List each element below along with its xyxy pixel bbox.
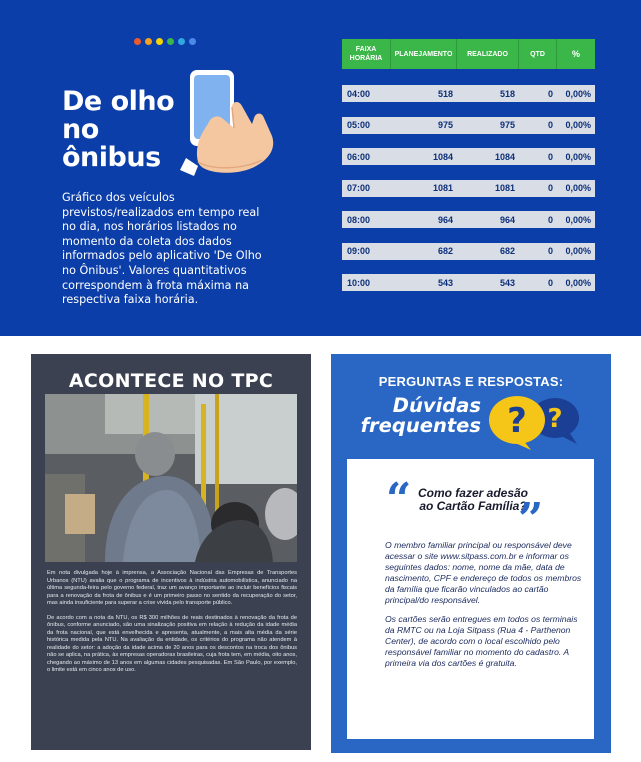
bus-passengers-photo: [45, 394, 297, 562]
question-bubbles-icon: [485, 392, 585, 452]
cell-qty: 0: [547, 120, 553, 130]
header-planned: PLANEJAMENTO: [391, 39, 457, 69]
cell-planned: 1081: [432, 183, 453, 193]
cell-percent: 0,00%: [565, 246, 591, 256]
cell-planned: 964: [437, 214, 453, 225]
cell-hour: 09:00: [347, 246, 371, 256]
dot-cyan: [178, 38, 185, 45]
table-row: [342, 148, 595, 165]
faq-answer-paragraph: Os cartões serão entregues em todos os terminais da RMTC ou na Loja Sitpass (Rua 4 - Parthenon Center), de acordo com o local escolhido pelo responsável familiar no momento do cadastro. A primeira via dos cartões é gratuita.: [385, 614, 578, 668]
svg-text:?: ?: [547, 404, 563, 434]
dot-orange: [134, 38, 141, 45]
faq-title-line2: frequentes: [360, 414, 481, 437]
cell-percent: 0,00%: [565, 214, 591, 225]
header-hour: FAIXA HORÁRIA: [342, 39, 391, 69]
cell-qty: 0: [547, 277, 553, 288]
header-percent: %: [557, 39, 595, 69]
cell-percent: 0,00%: [565, 183, 591, 193]
news-card: [31, 354, 311, 750]
cell-realized: 1081: [494, 183, 515, 193]
cell-qty: 0: [547, 88, 553, 99]
cell-hour: 04:00: [347, 88, 371, 99]
close-quote-icon: ”: [518, 494, 544, 545]
cell-qty: 0: [547, 183, 553, 193]
open-quote-icon: “: [386, 474, 412, 525]
table-row: [342, 180, 595, 197]
cell-hour: 06:00: [347, 151, 371, 162]
dot-yellow: [156, 38, 163, 45]
cell-percent: 0,00%: [565, 151, 591, 162]
faq-question: Como fazer adesão ao Cartão Família?: [417, 486, 529, 513]
dot-blue: [189, 38, 196, 45]
cell-hour: 10:00: [347, 277, 371, 288]
faq-title: [331, 396, 481, 436]
table-row: [342, 274, 595, 291]
table-row: [342, 85, 595, 102]
cell-planned: 975: [437, 120, 453, 130]
color-dots: [134, 38, 196, 45]
cell-realized: 682: [499, 246, 515, 256]
cell-percent: 0,00%: [565, 88, 591, 99]
dot-amber: [145, 38, 152, 45]
cell-hour: 05:00: [347, 120, 371, 130]
top-banner: [0, 0, 641, 336]
news-paragraph: Em nota divulgada hoje à imprensa, a Associação Nacional das Empresas de Transportes Urbanos (NTU) avalia que o programa de incentivos à indústria automobilística, anunciado na última segunda-feira pelo governo federal, traz um avanço importante ao incluir benefícios fiscais para a renovação da frota de ônibus e é um primeiro passo no sentido da recuperação do setor, mas ainda insuficiente para superar a crise vivida pelo transporte público.: [47, 570, 297, 606]
cell-percent: 0,00%: [565, 277, 591, 288]
cell-realized: 964: [499, 214, 515, 225]
news-paragraph: De acordo com a nota da NTU, os R$ 300 milhões de reais destinados à renovação da frota de ônibus, conforme anunciado, são uma sinalização positiva em relação à redução da idade média da frota nacional, que está envelhecida e apresenta, atualmente, a mais alta média da série histórica medida pela NTU. Na avaliação da entidade, os critérios do programa não atendem à realidade do setor: a adoção da idade acima de 20 anos para os descontos na troca dos ônibus não se aplica, na prática, às empresas operadoras brasileiras, cuja frota tem, em média, oito anos, chegando ao máximo de 13 anos em algumas cidades pesquisadas. Em São Paulo, por exemplo, o limite está em cinco anos de uso.: [47, 614, 297, 673]
cell-realized: 1084: [494, 151, 515, 162]
header-realized: REALIZADO: [457, 39, 519, 69]
faq-answer-paragraph: O membro familiar principal ou responsável deve acessar o site www.sitpass.com.br e informar os seguintes dados: nome, nome da mãe, data de nascimento, CPF e endereço de todos os membros da família que ficarão vinculados ao cartão principal/do responsável.: [385, 540, 582, 605]
news-body: [47, 570, 297, 675]
cell-hour: 07:00: [347, 183, 371, 193]
table-header: [342, 39, 595, 69]
cell-planned: 682: [437, 246, 453, 256]
faq-title-line1: Dúvidas: [392, 394, 481, 417]
table-row: [342, 243, 595, 260]
faq-section-label: PERGUNTAS E RESPOSTAS:: [378, 374, 564, 389]
header-qty: QTD: [519, 39, 557, 69]
banner-description: Gráfico dos veículos previstos/realizados em tempo real no dia, nos horários listados no momento da coleta dos dados informados pelo aplicativo 'De Olho no Ônibus'. Valores quantitativos correspondem à frota máxima na respectiva faixa horária.: [62, 191, 262, 307]
cell-realized: 543: [499, 277, 515, 288]
cell-qty: 0: [547, 214, 553, 225]
cell-planned: 518: [437, 88, 453, 99]
hand-phone-icon: [172, 66, 282, 178]
cell-realized: 975: [499, 120, 515, 130]
cell-realized: 518: [499, 88, 515, 99]
cell-percent: 0,00%: [565, 120, 591, 130]
svg-text:?: ?: [507, 401, 527, 441]
table-row: [342, 211, 595, 228]
cell-qty: 0: [547, 246, 553, 256]
dot-green: [167, 38, 174, 45]
faq-answer: [385, 540, 583, 669]
cell-qty: 0: [547, 151, 553, 162]
cell-hour: 08:00: [347, 214, 371, 225]
table-row: [342, 117, 595, 134]
cell-planned: 1084: [432, 151, 453, 162]
cell-planned: 543: [437, 277, 453, 288]
headline: De olho no ônibus: [62, 86, 175, 173]
schedule-table: [342, 39, 595, 291]
news-title: ACONTECE NO TPC: [68, 370, 274, 392]
